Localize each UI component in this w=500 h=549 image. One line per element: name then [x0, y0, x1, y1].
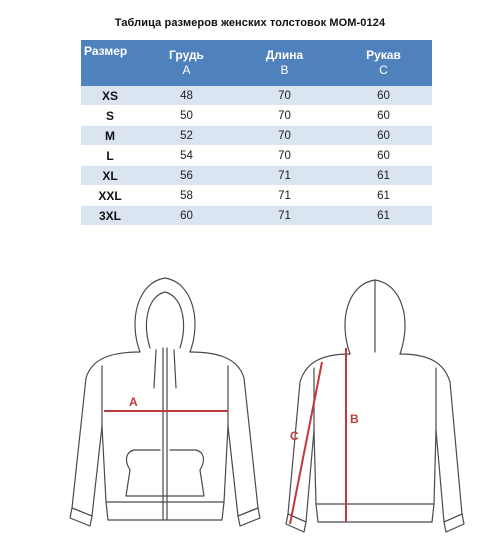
length-cell: 71	[234, 186, 335, 206]
length-cell: 70	[234, 146, 335, 166]
label-c: C	[290, 429, 299, 443]
length-cell: 70	[234, 86, 335, 106]
chest-cell: 60	[139, 206, 234, 226]
header-length-label: Длина	[265, 48, 304, 62]
size-cell: XL	[81, 166, 139, 186]
sleeve-cell: 60	[335, 86, 432, 106]
sleeve-cell: 61	[335, 186, 432, 206]
length-cell: 70	[234, 126, 335, 146]
header-chest-letter: A	[182, 63, 191, 77]
table-row	[81, 106, 432, 126]
length-cell: 71	[234, 166, 335, 186]
header-chest	[139, 40, 234, 86]
size-cell: L	[81, 146, 139, 166]
chest-cell: 56	[139, 166, 234, 186]
chest-cell: 48	[139, 86, 234, 106]
header-sleeve	[335, 40, 432, 86]
header-length	[234, 40, 335, 86]
chest-cell: 54	[139, 146, 234, 166]
sleeve-cell: 60	[335, 126, 432, 146]
label-b: B	[350, 412, 359, 426]
header-size-label: Размер	[84, 44, 128, 58]
size-cell: XS	[81, 86, 139, 106]
header-sleeve-letter: C	[379, 63, 388, 77]
size-cell: M	[81, 126, 139, 146]
sleeve-cell: 61	[335, 166, 432, 186]
length-cell: 70	[234, 106, 335, 126]
length-cell: 71	[234, 206, 335, 226]
page-title: Таблица размеров женских толстовок МОМ-0124	[114, 17, 386, 29]
hoodie-front-illustration	[70, 278, 260, 526]
header-length-letter: B	[280, 63, 289, 77]
table-row	[81, 186, 432, 206]
table-row	[81, 206, 432, 226]
size-table	[81, 40, 432, 226]
header-sleeve-label: Рукав	[366, 48, 401, 62]
size-cell: 3XL	[81, 206, 139, 226]
size-cell: XXL	[81, 186, 139, 206]
chest-cell: 50	[139, 106, 234, 126]
header-size	[81, 40, 139, 86]
hoodie-measurement-diagram	[0, 270, 500, 549]
chest-cell: 52	[139, 126, 234, 146]
header-chest-label: Грудь	[169, 48, 204, 62]
table-row	[81, 126, 432, 146]
sleeve-cell: 60	[335, 146, 432, 166]
table-header-row	[81, 40, 432, 86]
label-a: A	[129, 395, 138, 409]
size-cell: S	[81, 106, 139, 126]
sleeve-cell: 60	[335, 106, 432, 126]
table-row	[81, 166, 432, 186]
sleeve-cell: 61	[335, 206, 432, 226]
table-row	[81, 146, 432, 166]
chest-cell: 58	[139, 186, 234, 206]
table-row	[81, 86, 432, 106]
